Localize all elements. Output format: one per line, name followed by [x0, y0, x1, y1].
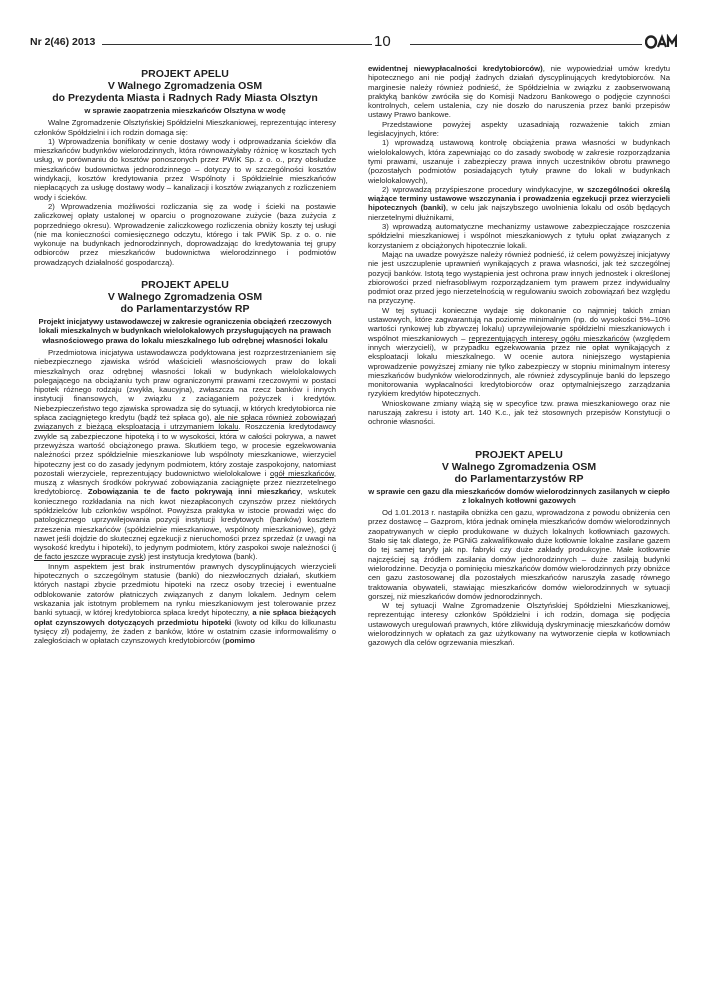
paragraph: Przedstawione powyżej aspekty uzasadniają rozważenie takich zmian legislacyjnych, które: — [368, 119, 670, 139]
header-rule-left — [102, 44, 372, 45]
appeal-subtitle: w sprawie cen gazu dla mieszkańców domów wielorodzinnych zasilanych w ciepło z lokalnych kotłowni gazowych — [368, 486, 670, 505]
paragraph: Przedmiotowa inicjatywa ustawodawcza podyktowana jest rozprzestrzenianiem się niebezpiecznego zjawiska wśród właścicieli własnościowych praw do lokali mieszkalnych oraz odrębnej własności lokali w budynkach wielolokalowych polegającego na obciążaniu tych praw ograniczonymi prawami rzeczowymi w postaci hipotek różnego rodzaju (zwykła, kaucyjna), zwłaszcza na rzecz banków i innych instytucji finansowych, w związku z zaciąganiem pożyczek i kredytów. Niebezpieczeństwo tego zjawiska sprowadza się do sytuacji, w których kredytobiorca nie spłaca zaciągniętego kredytu (bądź też spłaca go), ale nie spłaca również zobowiązań związanych z bieżącą eksploatacją i utrzymaniem lokalu. Roszczenia kredytodawcy zwykle są zabezpieczone hipoteką i to w wysokości, która w całości pokrywa, a nawet przewyższa wartość obciążonego prawa. Skutkiem tego, w procesie egzekwowania należności przez spółdzielnie mieszkaniowe lub wspólnoty mieszkaniowe, wierzyciel hipoteczny jest co do zasady jedynym podmiotem, który zostaje zaspokojony, natomiast pozostali wierzyciele, reprezentujący budownictwo wielolokalowe i ogół mieszkańców, muszą z własnych środków pokrywać zobowiązania zaciągnięte przez niezrzetelnego kredytobiorcę. Zobowiązania te de facto pokrywają inni mieszkańcy, wskutek koniecznego rozkładania na nich kwot niezapłaconych czynszów przez niektórych spółdzielców lub członków wspólnot. Powyższa praktyka w istocie prowadzi więc do patologicznego uprzywilejowania pozycji instytucji kredytowych (banków) kosztem zrzeszenia mieszkańców (spółdzielnie mieszkaniowe, wspólnoty mieszkaniowe), gdyż nawet jeśli dojdzie do skutecznej egzekucji z nieruchomości przez sprzedaż (z uwagi na wysokość kredytu i hipoteki), to jedynym podmiotem, który zaspokoi swoje należności (i de facto jeszcze wypracuje zysk) jest instytucja kredytowa (bank). — [34, 347, 337, 562]
page-header — [30, 33, 677, 52]
appeal-title-line2: V Walnego Zgromadzenia OSM — [107, 291, 263, 304]
appeal-addressee: do Parlamentarzystów RP — [120, 303, 250, 316]
page-number: 10 — [374, 33, 391, 50]
paragraph: 2) wprowadzą przyśpieszone procedury windykacyjne, w szczególności określą wiążące terminy ustawowe wszczynania i prowadzenia egzekucji przez wierzycieli hipotecznych (banki), w celu jak najszybszego uwolnienia lokalu od osób będących nierzetelnymi dłużnikami, — [368, 184, 671, 222]
paragraph: Mając na uwadze powyższe należy również podnieść, iż celem powyższej inicjatywy nie jest uszczuplenie uprawnień wynikających z prawa własności, jak też szczególnej pozycji banków. Istotą tego wystąpienia jest ochrona praw innych jednostek i określonej zbiorowości przed niefrasobliwym rozporządzaniem tym prawem przez indywidualny podmiot oraz przed jego nierzetelnością w regulowaniu swoich zobowiązań bez względu na przyczynę. — [368, 249, 670, 306]
paragraph: W tej sytuacji konieczne wydaje się dokonanie co najmniej takich zmian ustawowych, które zagwarantują na poziomie minimalnym (np. do wysokości 5%–10% wartości rynkowej lub zbywczej lokalu) uprzywilejowanie spółdzielni mieszkaniowych i wspólnot mieszkaniowych – reprezentujących interesy ogółu mieszkańców (względem innych wierzycieli), w przypadku egzekwowania przez nie opłat wynikających z eksploatacji lokalu mieszkalnego. W ocenie autora niniejszego wystąpienia wprowadzenie powyższej zmiany nie tylko zabezpieczy w stopniu minimalnym interesy mieszkańców budynków wielorodzinnych, ale również zdyscyplinuje banki do lepszego monitorowania wypłacalności kredytobiorców oraz optymalniejszego zarządzania ryzykiem kredytów hipotecznych. — [368, 305, 670, 399]
appeal-title: PROJEKT APELU — [475, 448, 563, 461]
paragraph: Wnioskowane zmiany wiążą się w specyfice tzw. prawa mieszkaniowego oraz nie naruszają zakresu i istoty art. 140 K.c., jak też stosownych przepisów Konstytucji o ochronie własności. — [368, 398, 670, 427]
right-column — [368, 64, 670, 650]
paragraph: Walne Zgromadzenie Olsztyńskiej Spółdzielni Mieszkaniowej, reprezentując interesy członków Spółdzielni i ich rodzin domaga się: — [34, 118, 336, 137]
appeal-title: PROJEKT APELU — [141, 68, 229, 80]
left-column — [34, 68, 336, 647]
osm-logo — [645, 34, 677, 49]
paragraph: Od 1.01.2013 r. nastąpiła obniżka cen gazu, wprowadzona z powodu obniżenia cen przez dostawcę – Gazprom, która jednak ominęła mieszkańców domów wielorodzinnych zaopatrywanych w ciepło produkowane w dużych lokalnych kotłowniach gazowych. Stało się tak dlatego, że PGNiG zakwalifikowało duże kotłownie lokalne zasilane gazem do tej samej taryfy jak np. fabryki czy duże zakłady produkcyjne. Małe kotłownie najczęściej są źródłem zasilania domów jednorodzinnych – duże zasilają budynki wielorodzinne. Decyzja o pominięciu mieszkańców domów wielorodzinnych przy obniżce cen gazu zastosowanej dla pozostałych mieszkańców naruszyła zasadę równego traktowania obywateli, stawiając mieszkańców domów wielorodzinnych w sytuacji gorszej, niż mieszkańców domów jednorodzinnych. — [368, 508, 670, 601]
appeal-subtitle: w sprawie zaopatrzenia mieszkańców Olsztyna w wodę — [84, 106, 286, 115]
paragraph: 1) Wprowadzenia bonifikaty w cenie dostawy wody i odprowadzania ścieków dla mieszkańców budynków wielorodzinnych, która równoważyłaby różnicę w kosztach tych usług, w porównaniu do kosztów ponoszonych przez PWiK Sp. z o. o., przy obsłudze mieszkańców budownictwa jednorodzinnego – dotyczy to w szczególności kosztów windykacji, kosztów kredytowania przez Wspólnoty i Spółdzielnie mieszkańców niepłacących za usługę dostawy wody – kanalizacji i kosztów związanych z rozliczeniem wody i ścieków. — [34, 136, 336, 202]
paragraph: 2) Wprowadzenia możliwości rozliczania się za wodę i ścieki na postawie zaliczkowej opłaty ustalonej w oparciu o prognozowane zużycie (baza zużycia z poprzedniego okresu). Wprowadzenie zaliczkowego rozliczenia obniży koszty tej usługi (nie ma konieczności comiesięcznego odczytu, którego i tak PWiK Sp. z o. o. nie wykonuje na budynkach jednorodzinnych, doprowadzając do kredytowania tej grupy odbiorców przez mieszkańców budownictwa wielorodzinnego i podmiotów prowadzących działalność gospodarczą). — [34, 201, 336, 267]
appeal-title-line2: V Walnego Zgromadzenia OSM — [107, 80, 263, 92]
appeal-gas — [368, 449, 670, 648]
appeal-title-line2: V Walnego Zgromadzenia OSM — [441, 460, 597, 473]
issue-number: Nr 2(46) 2013 — [30, 36, 96, 48]
appeal-mortgage — [34, 279, 336, 645]
appeal-water — [34, 68, 336, 267]
header-rule-right — [410, 44, 642, 45]
appeal-addressee: do Prezydenta Miasta i Radnych Rady Miasta Olsztyn — [52, 92, 318, 104]
paragraph: 1) wprowadzą ustawową kontrolę obciążenia prawa własności w budynkach wielolokalowych, która zapewniając co do zasady swobodę w zakresie rozporządzania tymi prawami, uszanuje i zabezpieczy prawa innych uczestników obrotu prawnego (pozostałych podmiotów posiadających tytuły prawne do lokali w budynkach wielolokalowych), — [368, 138, 670, 185]
paragraph: Innym aspektem jest brak instrumentów prawnych dyscyplinujących wierzycieli hipotecznych o szczególnym statusie (banki) do niezwłocznych działań, skutkiem których nastąpi zbycie przedmiotu hipoteki na rzecz osoby trzeciej i ewentualne odblokowanie zatorów płatniczych związanych z danym lokalem. Jednym celem wskazania jak istotnym problemem na rynku mieszkaniowym jest tolerowanie przez banki sytuacji, w której kredytobiorca spłaca kredyt hipoteczny, a nie spłaca bieżących opłat czynszowych dotyczących przedmiotu hipoteki (kwoty od kilku do kilkunastu tysięcy zł) podajemy, że żaden z banków, które w ostatnim czasie informowaliśmy o zaległościach w opłatach czynszowych kredytobiorców (pomimo — [34, 561, 337, 646]
paragraph: W tej sytuacji Walne Zgromadzenie Olsztyńskiej Spółdzielni Mieszkaniowej, reprezentując interesy członków Spółdzielni i ich rodzin, domaga się podjęcia ustawowych uregulowań prawnych, które zlikwidują dyskryminację mieszkańców domów wielorodzinnych w opłatach za gaz użytkowany na wytworzenie ciepła w kotłowniach gazowych dla celów ogrzewania mieszkań. — [368, 601, 670, 648]
appeal-subtitle: Projekt inicjatywy ustawodawczej w zakresie ograniczenia obciążeń rzeczowych lokali mieszkalnych w budynkach wielolokalowych przysługujących na prawach własnościowego prawa do lokalu mieszkalnego lub odrębnej własności lokalu — [38, 317, 332, 345]
paragraph: ewidentnej niewypłacalności kredytobiorców), nie wypowiedział umów kredytu hipotecznego ani nie podjął żadnych działań dyscyplinujących kredytobiorców. Na marginesie należy również podnieść, że Spółdzielnia w związku z zaobserwowaną praktyką banków zwróciła się do Komisji Nadzoru Bankowego o podjęcie czynności kontrolnych, celem ustalenia, czy nie doszło do naruszenia przez banki przepisów ustawy Prawo bankowe. — [368, 64, 670, 120]
appeal-addressee: do Parlamentarzystów RP — [454, 472, 584, 485]
paragraph: 3) wprowadzą automatyczne mechanizmy ustawowe zabezpieczające roszczenia spółdzielni mieszkaniowej i wspólnot mieszkaniowych z tytułu opłat związanych z korzystaniem z obciążonych hipotecznie lokali. — [368, 222, 670, 250]
appeal-title: PROJEKT APELU — [141, 279, 229, 292]
